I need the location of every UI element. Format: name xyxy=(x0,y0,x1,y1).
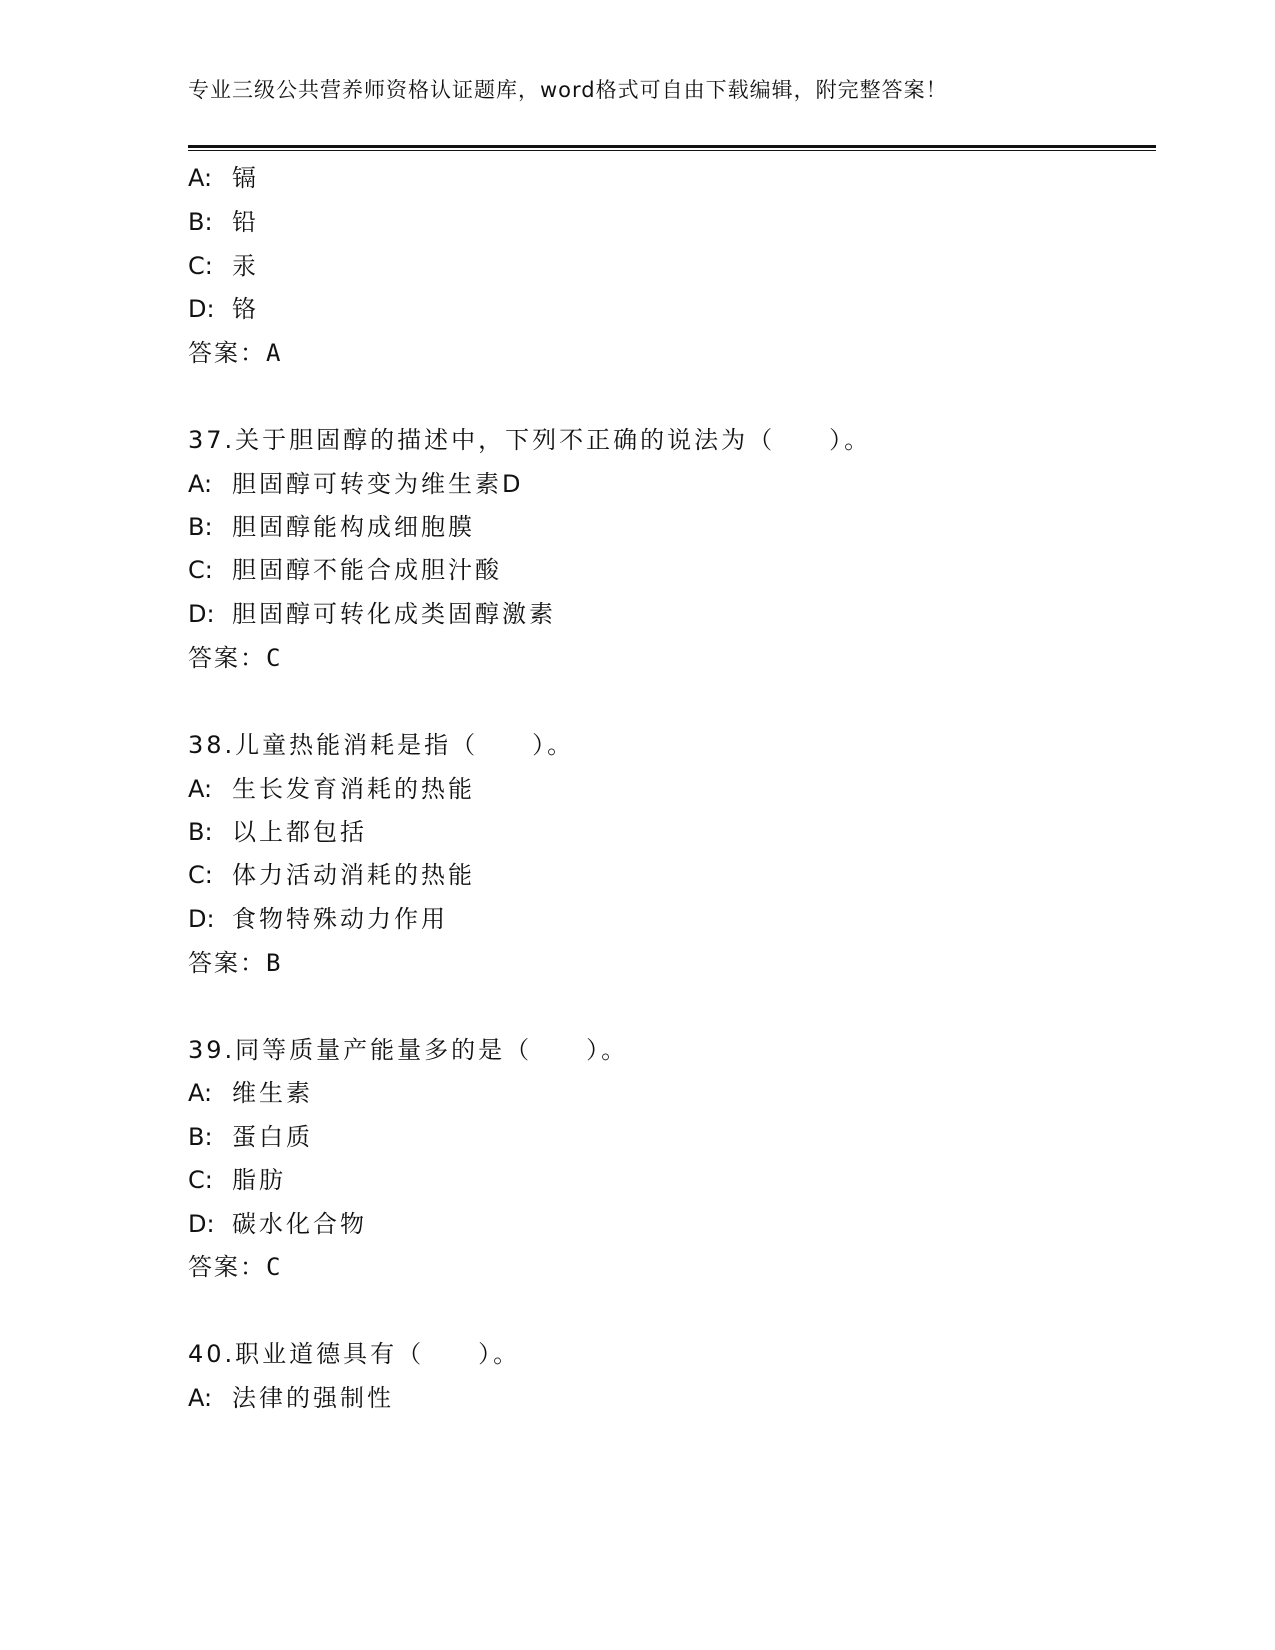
option-label: C: xyxy=(188,252,213,280)
header-rule-thick xyxy=(188,145,1156,148)
option-text: 镉 xyxy=(232,164,259,192)
option-label: D: xyxy=(188,600,215,628)
option-text: 以上都包括 xyxy=(232,818,367,846)
answer-row xyxy=(188,643,282,673)
question-stem: 39.同等质量产能量多的是（ ）。 xyxy=(188,1036,629,1064)
option-text: 铅 xyxy=(232,208,259,236)
option-label: D: xyxy=(188,295,215,323)
option-label: C: xyxy=(188,556,213,584)
answer-value: C xyxy=(266,1253,283,1281)
option-text: 脂肪 xyxy=(232,1166,286,1194)
answer-value: C xyxy=(266,644,283,672)
answer-label: 答案： xyxy=(188,339,266,367)
option-label: A: xyxy=(188,1079,213,1107)
option-label: D: xyxy=(188,1210,215,1238)
answer-row xyxy=(188,1252,282,1282)
option-text: 食物特殊动力作用 xyxy=(232,905,448,933)
answer-value: A xyxy=(266,339,283,367)
option-row xyxy=(188,1165,286,1195)
option-label: D: xyxy=(188,905,215,933)
option-row xyxy=(188,1122,313,1152)
question-stem: 37.关于胆固醇的描述中，下列不正确的说法为（ ）。 xyxy=(188,426,872,454)
option-text: 体力活动消耗的热能 xyxy=(232,861,475,889)
option-text: 胆固醇可转变为维生素D xyxy=(232,470,524,498)
answer-label: 答案： xyxy=(188,644,266,672)
option-label: B: xyxy=(188,513,213,541)
option-text: 蛋白质 xyxy=(232,1123,313,1151)
option-text: 胆固醇可转化成类固醇激素 xyxy=(232,600,556,628)
option-row xyxy=(188,251,259,281)
option-text: 维生素 xyxy=(232,1079,313,1107)
option-text: 汞 xyxy=(232,252,259,280)
answer-row xyxy=(188,338,282,368)
option-label: A: xyxy=(188,164,213,192)
option-text: 胆固醇能构成细胞膜 xyxy=(232,513,475,541)
answer-label: 答案： xyxy=(188,1253,266,1281)
option-row xyxy=(188,817,367,847)
option-text: 生长发育消耗的热能 xyxy=(232,775,475,803)
option-text: 胆固醇不能合成胆汁酸 xyxy=(232,556,502,584)
option-label: B: xyxy=(188,1123,213,1151)
question-stem: 40.职业道德具有（ ）。 xyxy=(188,1340,521,1368)
header-rule-thin xyxy=(188,150,1156,151)
option-row xyxy=(188,207,259,237)
option-row xyxy=(188,512,475,542)
option-row xyxy=(188,294,259,324)
option-row xyxy=(188,774,475,804)
answer-label: 答案： xyxy=(188,949,266,977)
option-label: B: xyxy=(188,818,213,846)
option-row xyxy=(188,860,475,890)
option-label: A: xyxy=(188,775,213,803)
option-row xyxy=(188,599,556,629)
option-text: 碳水化合物 xyxy=(232,1210,367,1238)
option-label: B: xyxy=(188,208,213,236)
answer-value: B xyxy=(266,949,283,977)
page-header: 专业三级公共营养师资格认证题库，word格式可自由下载编辑，附完整答案！ xyxy=(188,78,948,102)
question-stem: 38.儿童热能消耗是指（ ）。 xyxy=(188,731,575,759)
option-label: A: xyxy=(188,1384,213,1412)
option-row xyxy=(188,904,448,934)
option-row xyxy=(188,163,259,193)
option-text: 铬 xyxy=(232,295,259,323)
option-text: 法律的强制性 xyxy=(232,1384,394,1412)
option-row xyxy=(188,469,523,499)
option-label: C: xyxy=(188,1166,213,1194)
option-row xyxy=(188,1078,313,1108)
option-row xyxy=(188,1209,367,1239)
option-label: A: xyxy=(188,470,213,498)
option-label: C: xyxy=(188,861,213,889)
answer-row xyxy=(188,948,282,978)
option-row xyxy=(188,555,502,585)
option-row xyxy=(188,1383,394,1413)
